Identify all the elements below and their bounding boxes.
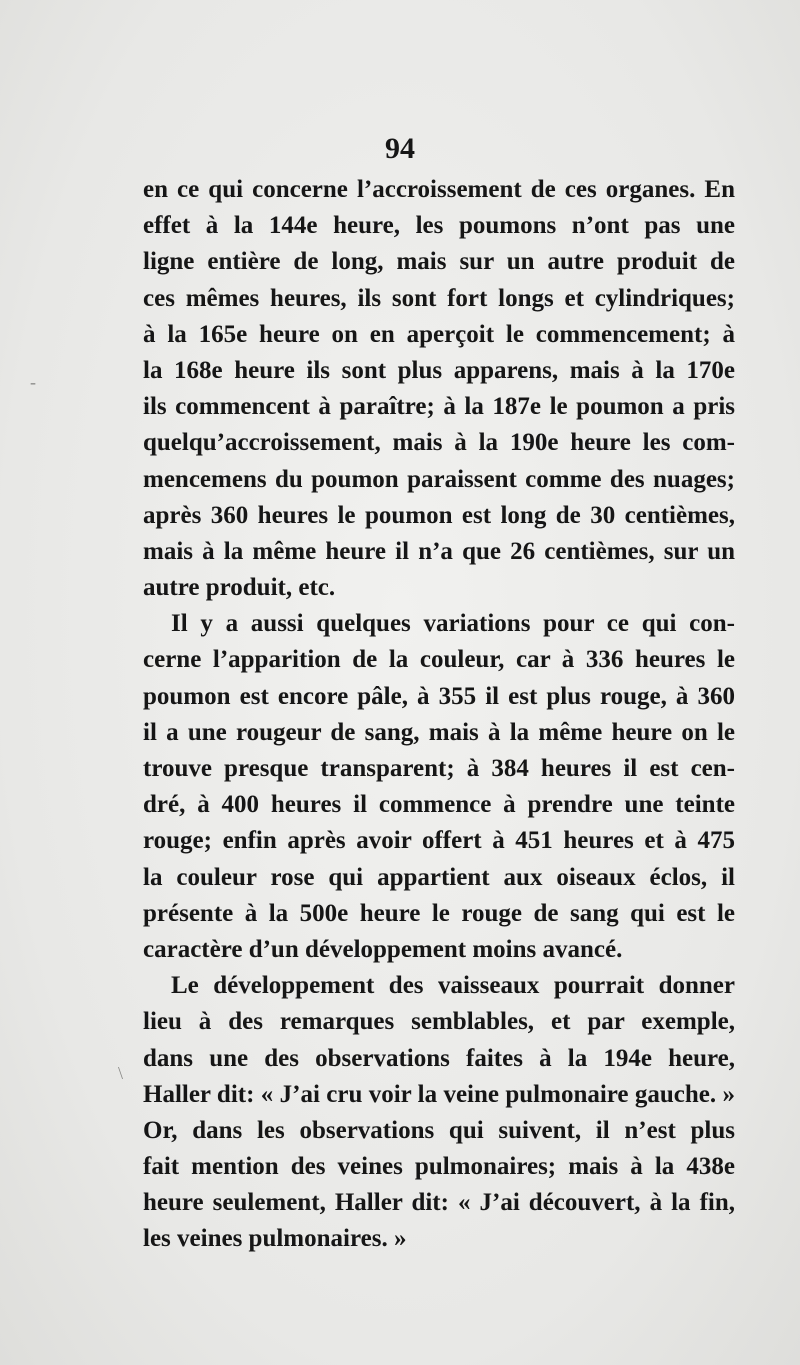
text-line: dans une des observations faites à la 194e heure, [143,1044,735,1072]
text-line: après 360 heures le poumon est long de 30 centièmes, [143,501,735,529]
margin-speck: \ [118,1063,124,1083]
text-line: Le développement des vaisseaux pourrait donner [171,972,735,1000]
text-line: mencemens du poumon paraissent comme des nuages; [143,465,735,493]
text-line: Haller dit: « J’ai cru voir la veine pulmonaire gauche. » [143,1080,735,1108]
text-line: cerne l’apparition de la couleur, car à 336 heures le [143,646,735,674]
text-line: les veines pulmonaires. » [143,1225,407,1253]
text-line: lieu à des remarques semblables, et par exemple, [143,1008,735,1036]
text-line: rouge; enfin après avoir offert à 451 heures et à 475 [143,827,735,855]
margin-speck: - [30,372,36,392]
body-text [143,172,735,1258]
text-line: en ce qui concerne l’accroissement de ces organes. En [143,176,735,203]
text-line: dré, à 400 heures il commence à prendre une teinte [143,791,735,819]
text-line: Or, dans les observations qui suivent, il n’est plus [143,1116,735,1144]
page-number: 94 [385,132,415,165]
text-line: autre produit, etc. [143,574,336,602]
text-line: la 168e heure ils sont plus apparens, mais à la 170e [143,356,735,384]
text-line: il a une rougeur de sang, mais à la même heure on le [143,718,735,746]
text-line: fait mention des veines pulmonaires; mais à la 438e [143,1153,735,1181]
text-line: présente à la 500e heure le rouge de sang qui est le [143,899,735,927]
text-line: poumon est encore pâle, à 355 il est plus rouge, à 360 [143,682,735,710]
text-line: la couleur rose qui appartient aux oiseaux éclos, il [143,863,735,891]
text-line: effet à la 144e heure, les poumons n’ont pas une [143,212,735,240]
text-line: à la 165e heure on en aperçoit le commencement; à [143,320,735,348]
text-line: trouve presque transparent; à 384 heures il est cen- [143,755,735,782]
text-line: heure seulement, Haller dit: « J’ai découvert, à la fin, [143,1189,735,1217]
text-line: ligne entière de long, mais sur un autre produit de [143,248,735,276]
text-line: quelqu’accroissement, mais à la 190e heure les com- [143,429,735,457]
text-line: ces mêmes heures, ils sont fort longs et cylindriques; [143,284,735,312]
text-line: caractère d’un développement moins avancé. [143,935,623,963]
text-line: Il y a aussi quelques variations pour ce qui con- [171,610,735,638]
text-line: mais à la même heure il n’a que 26 centièmes, sur un [143,537,735,565]
text-line: ils commencent à paraître; à la 187e le poumon a pris [143,393,735,421]
